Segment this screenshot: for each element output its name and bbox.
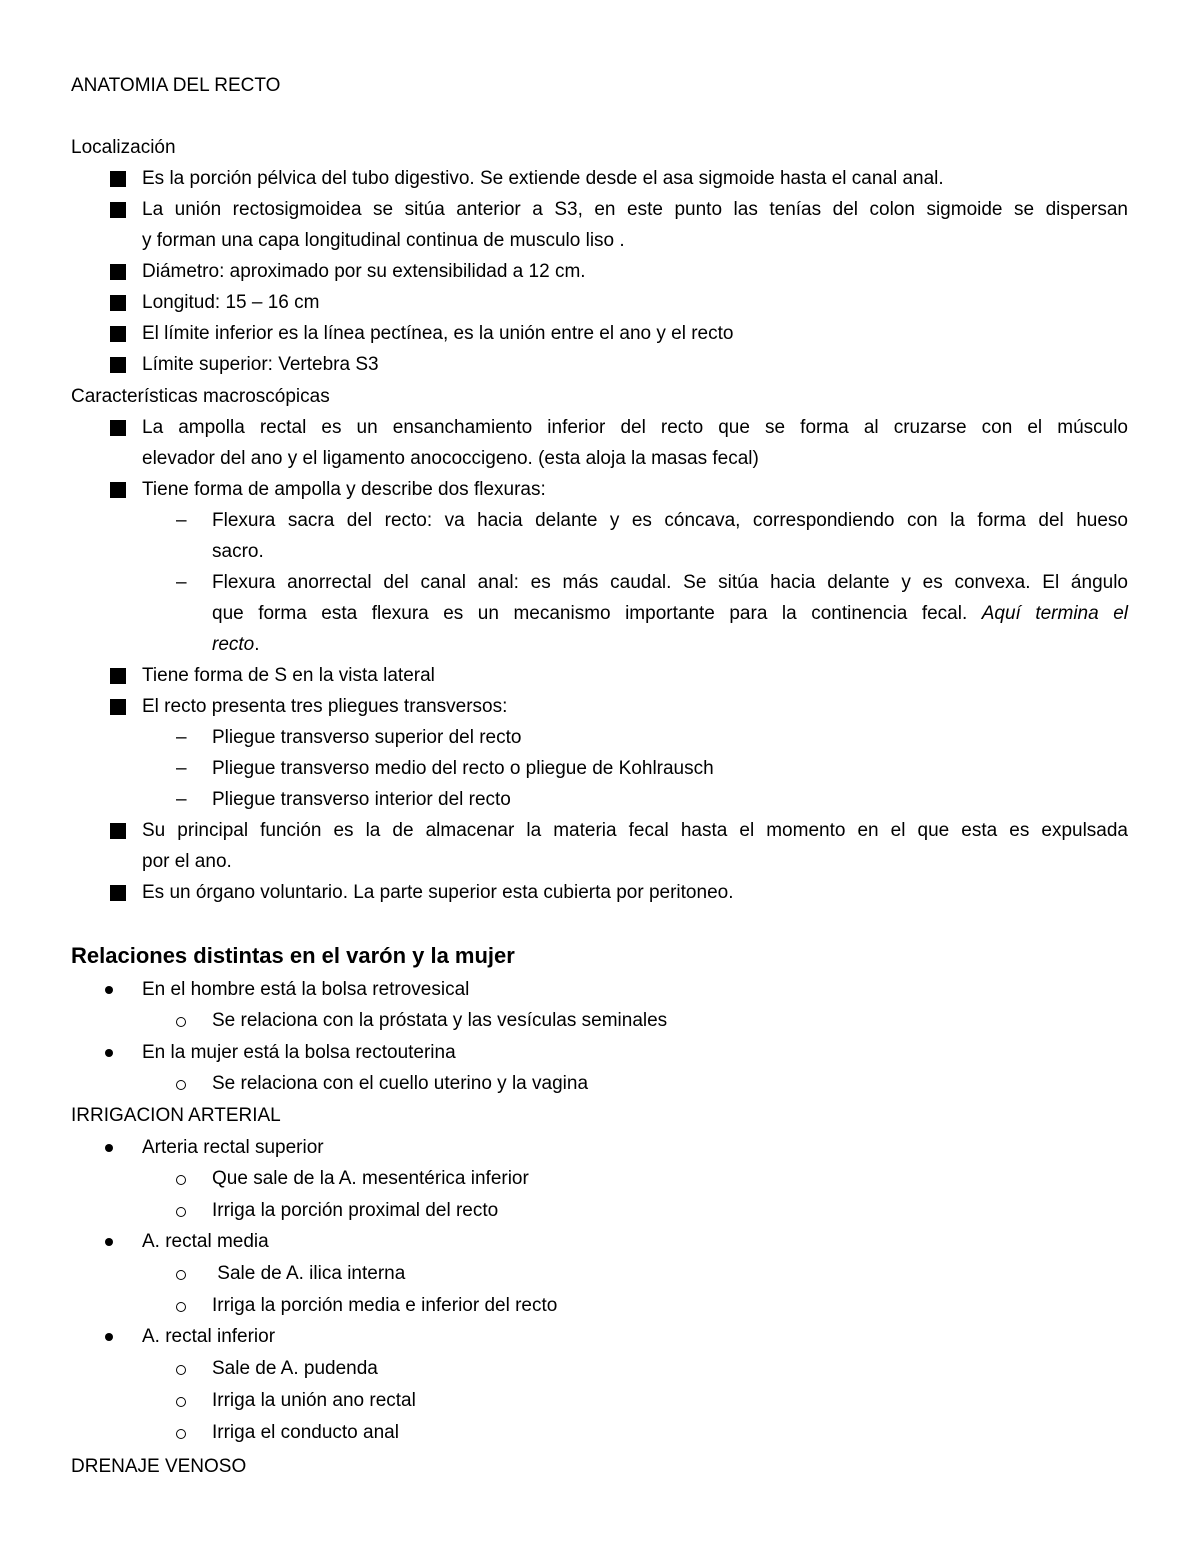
square-bullet-icon bbox=[110, 699, 126, 715]
circle-bullet-icon bbox=[176, 1175, 186, 1185]
circle-bullet-icon bbox=[176, 1397, 186, 1407]
circle-bullet-icon bbox=[176, 1080, 186, 1090]
circle-bullet-icon bbox=[176, 1429, 186, 1439]
sub-list-item-text bbox=[212, 601, 1128, 627]
list-item-text: Es un órgano voluntario. La parte superior esta cubierta por peritoneo. bbox=[142, 882, 734, 903]
square-bullet-icon bbox=[110, 482, 126, 498]
list-item-text: A. rectal media bbox=[142, 1231, 269, 1252]
square-bullet-icon bbox=[110, 264, 126, 280]
dot-bullet-icon bbox=[105, 1049, 113, 1057]
list-item-text: Longitud: 15 – 16 cm bbox=[142, 292, 320, 313]
list-item-text: Es la porción pélvica del tubo digestivo. Se extiende desde el asa sigmoide hasta el canal anal. bbox=[142, 168, 944, 189]
sub-list-item-text: Sale de A. ilica interna bbox=[212, 1263, 406, 1284]
list-item-text: Tiene forma de ampolla y describe dos flexuras: bbox=[142, 479, 546, 500]
list-item-text: elevador del ano y el ligamento anococcigeno. (esta aloja la masas fecal) bbox=[142, 448, 759, 469]
list-item-text: Límite superior: Vertebra S3 bbox=[142, 354, 379, 375]
sub-list-item-text: Irriga la porción media e inferior del recto bbox=[212, 1295, 558, 1316]
list-item-text: La unión rectosigmoidea se sitúa anterior a S3, en este punto las tenías del colon sigmoide se dispersan bbox=[142, 199, 1128, 220]
dash-bullet-icon: – bbox=[176, 758, 187, 779]
sub-list-item-text-plain: que forma esta flexura es un mecanismo importante para la continencia fecal. bbox=[212, 603, 982, 624]
list-item-text: Diámetro: aproximado por su extensibilidad a 12 cm. bbox=[142, 261, 586, 282]
list-item-text: El recto presenta tres pliegues transversos: bbox=[142, 696, 508, 717]
square-bullet-icon bbox=[110, 171, 126, 187]
list-item-text: A. rectal inferior bbox=[142, 1326, 276, 1347]
sub-list-item-text: Pliegue transverso interior del recto bbox=[212, 789, 511, 810]
square-bullet-icon bbox=[110, 420, 126, 436]
sub-list-item-text bbox=[212, 632, 260, 658]
sub-list-item-text: Que sale de la A. mesentérica inferior bbox=[212, 1168, 529, 1189]
dot-bullet-icon bbox=[105, 1238, 113, 1246]
dot-bullet-icon bbox=[105, 1333, 113, 1341]
list-item-text: El límite inferior es la línea pectínea, es la unión entre el ano y el recto bbox=[142, 323, 734, 344]
circle-bullet-icon bbox=[176, 1017, 186, 1027]
list-item-text: Arteria rectal superior bbox=[142, 1137, 324, 1158]
sub-list-item-text: Pliegue transverso superior del recto bbox=[212, 727, 522, 748]
sub-list-item-text: Se relaciona con el cuello uterino y la vagina bbox=[212, 1073, 589, 1094]
section-heading-drenaje: DRENAJE VENOSO bbox=[71, 1456, 247, 1477]
list-item-text: En el hombre está la bolsa retrovesical bbox=[142, 979, 470, 1000]
list-item-text: La ampolla rectal es un ensanchamiento inferior del recto que se forma al cruzarse con el músculo bbox=[142, 417, 1128, 438]
sub-list-item-text-italic: recto bbox=[212, 634, 255, 655]
section-heading-relaciones: Relaciones distintas en el varón y la mujer bbox=[71, 943, 515, 968]
square-bullet-icon bbox=[110, 295, 126, 311]
square-bullet-icon bbox=[110, 885, 126, 901]
square-bullet-icon bbox=[110, 202, 126, 218]
sub-list-item-text: Se relaciona con la próstata y las vesículas seminales bbox=[212, 1010, 668, 1031]
section-heading-localizacion: Localización bbox=[71, 137, 176, 158]
sub-list-item-text: Sale de A. pudenda bbox=[212, 1358, 378, 1379]
document-title: ANATOMIA DEL RECTO bbox=[71, 75, 281, 96]
dot-bullet-icon bbox=[105, 986, 113, 994]
square-bullet-icon bbox=[110, 823, 126, 839]
list-item-text: y forman una capa longitudinal continua de musculo liso . bbox=[142, 230, 625, 251]
list-item-text: En la mujer está la bolsa rectouterina bbox=[142, 1042, 456, 1063]
list-item-text: Su principal función es la de almacenar la materia fecal hasta el momento en el que esta es expulsada bbox=[142, 820, 1128, 841]
list-item-text: Tiene forma de S en la vista lateral bbox=[142, 665, 435, 686]
sub-list-item-text: Pliegue transverso medio del recto o pliegue de Kohlrausch bbox=[212, 758, 714, 779]
sub-list-item-text: Flexura anorrectal del canal anal: es más caudal. Se sitúa hacia delante y es convexa. El ángulo bbox=[212, 572, 1128, 593]
sub-list-item-text-italic: Aquí termina el bbox=[981, 603, 1128, 624]
circle-bullet-icon bbox=[176, 1302, 186, 1312]
sub-list-item-text: Flexura sacra del recto: va hacia delante y es cóncava, correspondiendo con la forma del hueso bbox=[212, 510, 1128, 531]
circle-bullet-icon bbox=[176, 1270, 186, 1280]
dot-bullet-icon bbox=[105, 1144, 113, 1152]
sub-list-item-text-plain: . bbox=[254, 634, 260, 655]
dash-bullet-icon: – bbox=[176, 510, 187, 531]
square-bullet-icon bbox=[110, 326, 126, 342]
dash-bullet-icon: – bbox=[176, 789, 187, 810]
square-bullet-icon bbox=[110, 357, 126, 373]
sub-list-item-text: Irriga la porción proximal del recto bbox=[212, 1200, 499, 1221]
circle-bullet-icon bbox=[176, 1365, 186, 1375]
dash-bullet-icon: – bbox=[176, 727, 187, 748]
list-item-text: por el ano. bbox=[142, 851, 232, 872]
sub-list-item-text: Irriga la unión ano rectal bbox=[212, 1390, 416, 1411]
section-heading-irrigacion: IRRIGACION ARTERIAL bbox=[71, 1105, 281, 1126]
square-bullet-icon bbox=[110, 668, 126, 684]
sub-list-item-text: sacro. bbox=[212, 541, 264, 562]
dash-bullet-icon: – bbox=[176, 572, 187, 593]
circle-bullet-icon bbox=[176, 1207, 186, 1217]
section-heading-caracteristicas: Características macroscópicas bbox=[71, 386, 330, 407]
sub-list-item-text: Irriga el conducto anal bbox=[212, 1422, 399, 1443]
